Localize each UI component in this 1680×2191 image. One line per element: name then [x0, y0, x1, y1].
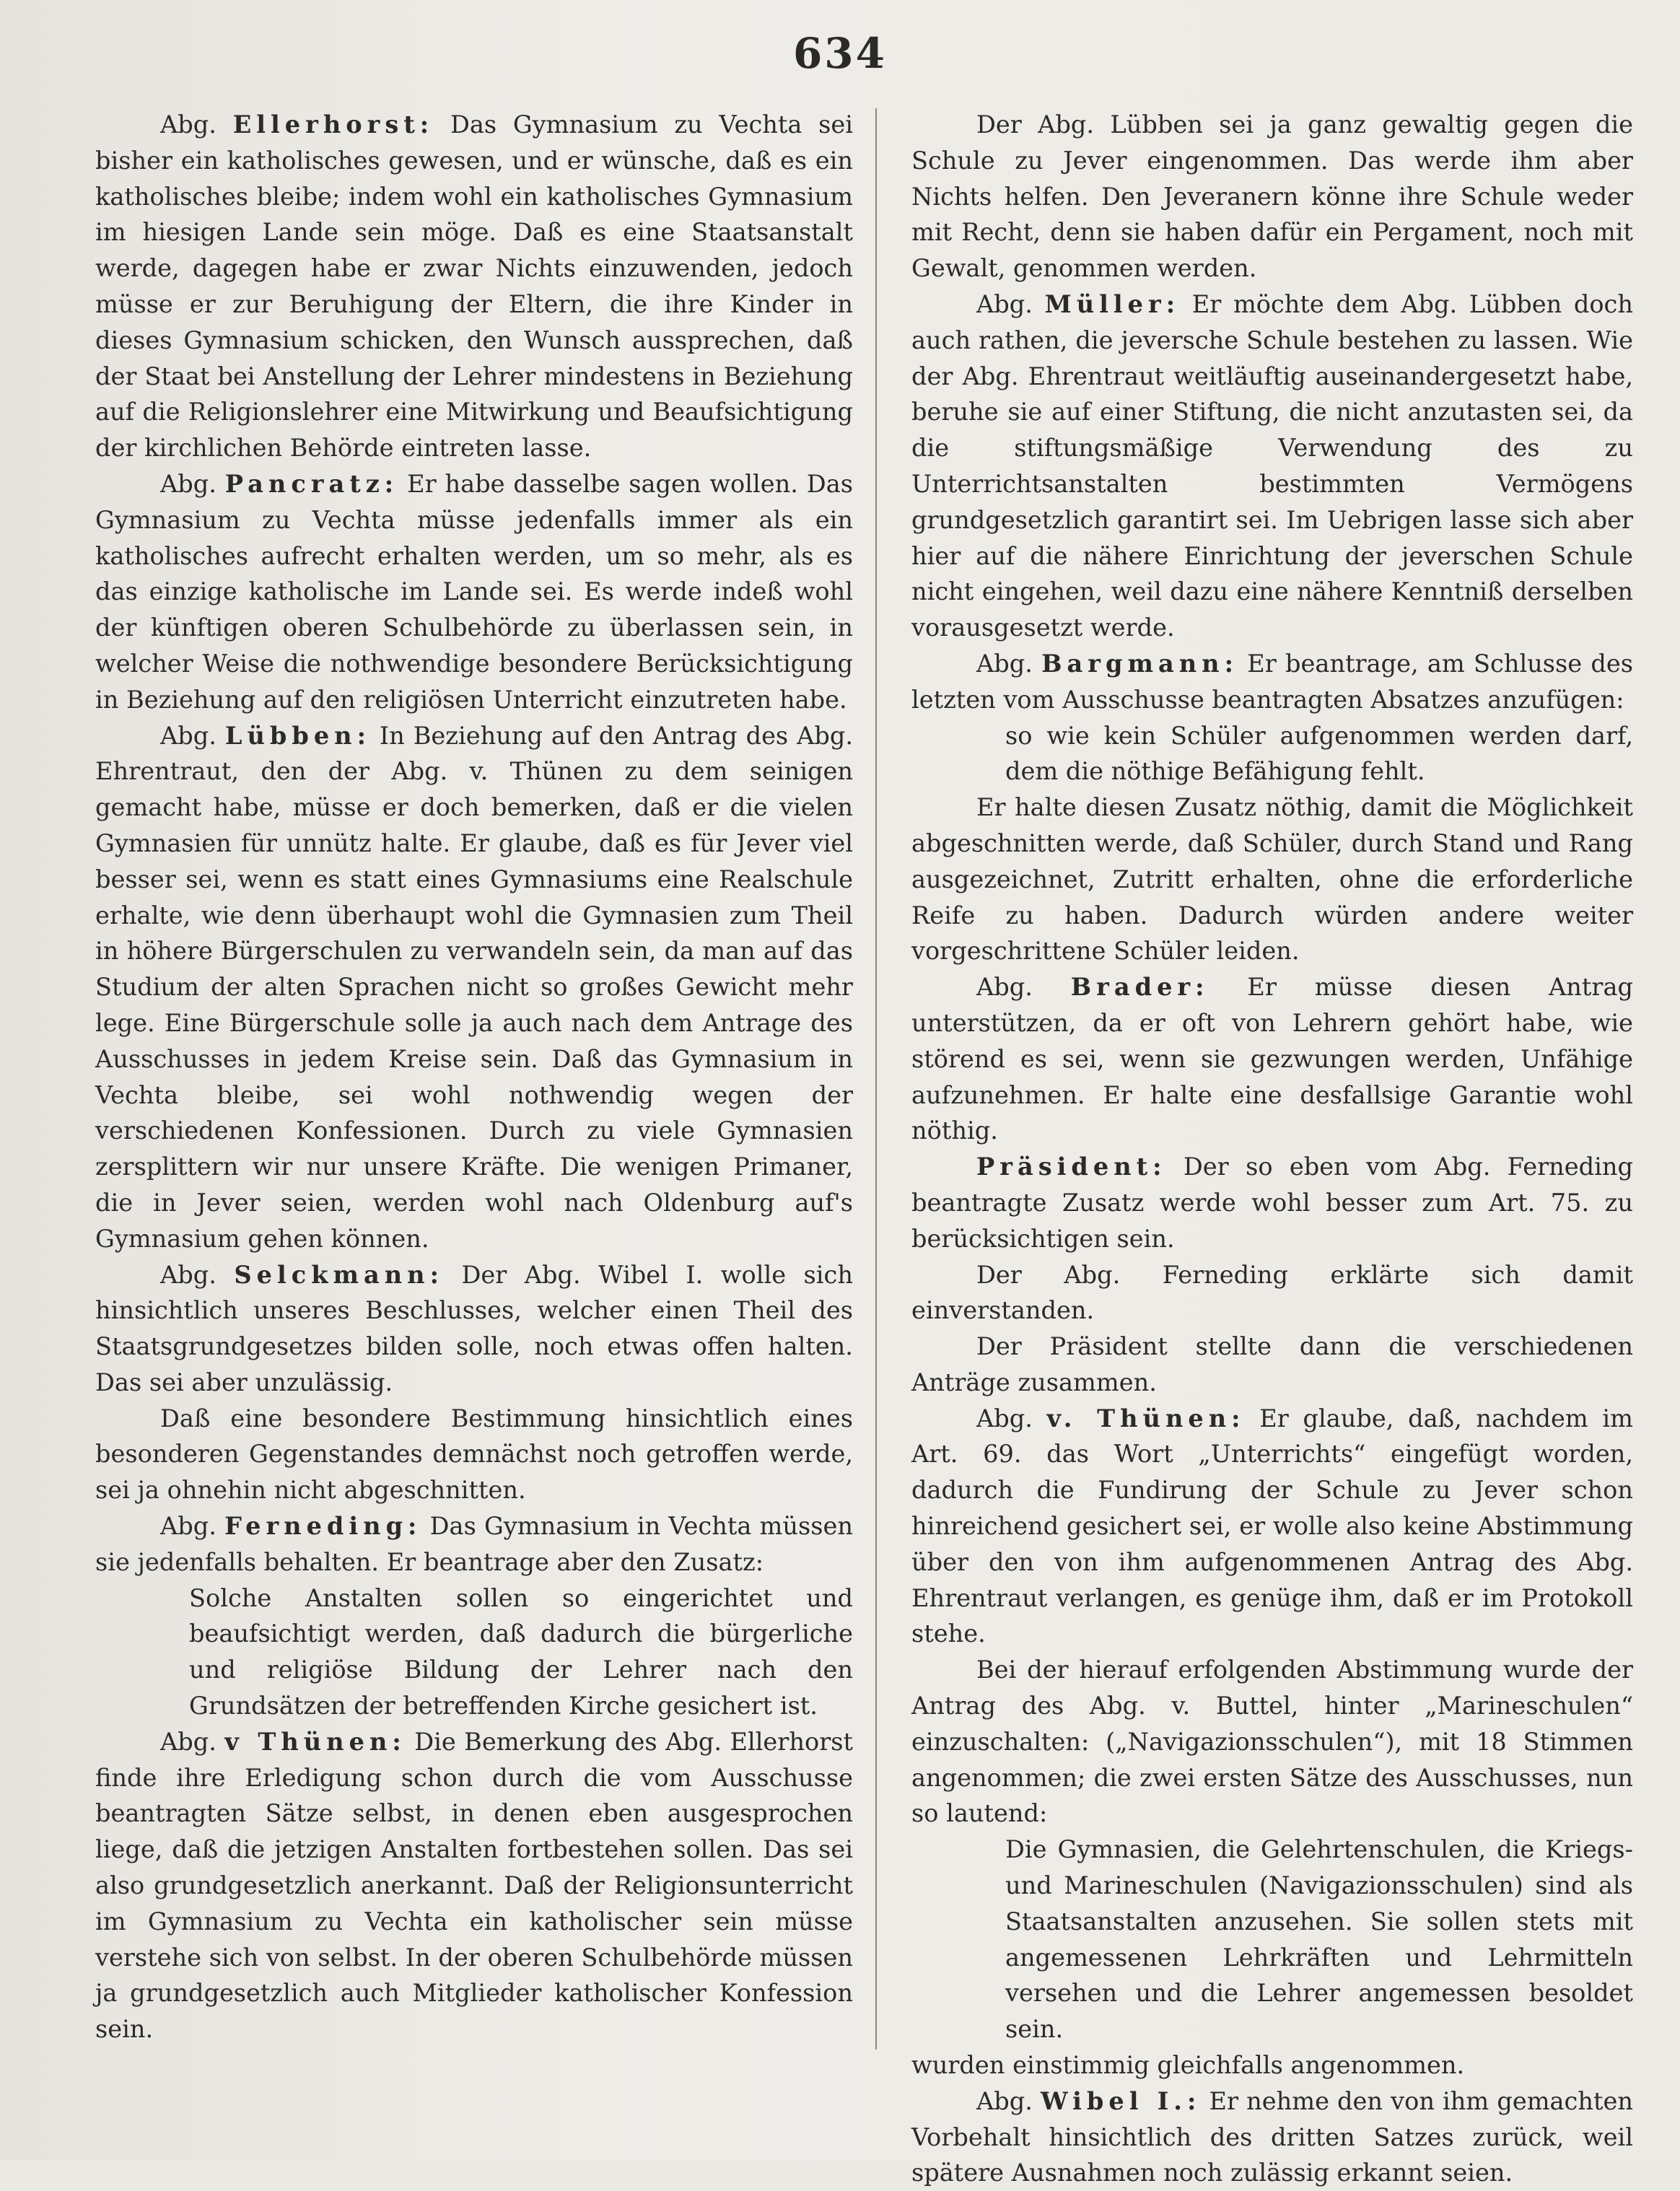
speech-paragraph [95, 1724, 853, 2047]
speaker-name: Müller: [1044, 289, 1181, 318]
right-column [911, 107, 1633, 2191]
speech-paragraph [911, 1401, 1633, 1653]
page-number: 634 [792, 29, 888, 78]
speech-text: Er nehme den von ihm gemachten Vorbehalt hinsichtlich des dritten Satzes zurück, weil spätere Ausnahmen noch zulässig erkannt seien. [911, 2086, 1633, 2187]
speaker-name: Präsident: [976, 1152, 1167, 1181]
speech-text: Das Gymnasium in Vechta müssen sie jedenfalls behalten. Er beantrage aber den Zusatz: [95, 1512, 853, 1576]
speech-text: Er habe dasselbe sagen wollen. Das Gymnasium zu Vechta müsse jedenfalls immer als ein katholisches aufrecht erhalten werden, um so mehr, als es das einzige katholische im Lande sei. Es werde indeß wohl der künftigen oberen Schulbehörde zu überlassen sein, in welcher Weise die nothwendige besondere Berücksichtigung in Beziehung auf den religiösen Unterricht einzutreten habe. [95, 469, 853, 714]
quoted-motion: so wie kein Schüler aufgenommen werden darf, dem die nöthige Befähigung fehlt. [1005, 721, 1633, 786]
speaker-name: Ferneding: [224, 1511, 422, 1541]
speaker-prefix: Abg. [976, 973, 1033, 1002]
left-column [95, 107, 853, 2047]
speech-paragraph [911, 646, 1633, 718]
speech-text: In Beziehung auf den Antrag des Abg. Ehrentraut, den der Abg. v. Thünen zu dem seinigen gemacht habe, müsse er doch bemerken, daß er die vielen Gymnasien für unnütz halte. Er glaube, daß es für Jever viel besser sei, wenn es statt eines Gymnasiums eine Realschule erhalte, wie denn überhaupt wohl die Gymnasien zum Theil in höhere Bürgerschulen zu verwandeln sein, da man auf das Studium der alten Sprachen nicht so großes Gewicht mehr lege. Eine Bürgerschule solle ja auch nach dem Antrage des Ausschusses in jedem Kreise sein. Daß das Gymnasium in Vechta bleibe, sei wohl nothwendig wegen der verschiedenen Konfessionen. Durch zu viele Gymnasien zersplittern wir nur unsere Kräfte. Die wenigen Primaner, die in Jever seien, werden wohl nach Oldenburg auf's Gymnasium gehen können. [95, 721, 853, 1253]
speech-paragraph [95, 1257, 853, 1401]
speech-text: Der Abg. Wibel I. wolle sich hinsichtlich unseres Beschlusses, welcher einen Theil des Staatsgrundgesetzes bilden solle, noch etwas offen halten. Das sei aber unzulässig. [95, 1260, 853, 1396]
speech-text: Der so eben vom Abg. Ferneding beantragte Zusatz werde wohl besser zum Art. 75. zu berücksichtigen sein. [911, 1153, 1633, 1253]
speaker-name: Lübben: [224, 720, 371, 750]
speaker-prefix: Abg. [160, 469, 216, 498]
speaker-name: Bargmann: [1041, 648, 1238, 678]
speech-text: Er beantrage, am Schlusse des letzten vom Ausschusse beantragten Absatzes anzufügen: [911, 649, 1633, 714]
speech-paragraph [911, 1149, 1633, 1256]
speech-text: Das Gymnasium zu Vechta sei bisher ein katholisches gewesen, und er wünsche, daß es ein katholisches bleibe; indem wohl ein katholisches Gymnasium im hiesigen Lande sein möge. Daß es eine Staatsanstalt werde, dagegen habe er zwar Nichts einzuwenden, jedoch müsse er zur Beruhigung der Eltern, die ihre Kinder in dieses Gymnasium schicken, den Wunsch aussprechen, daß der Staat bei Anstellung der Lehrer mindestens in Beziehung auf die Religionslehrer eine Mitwirkung und Beaufsichtigung der kirchlichen Behörde eintreten lasse. [95, 110, 853, 463]
speech-text: Er glaube, daß, nachdem im Art. 69. das Wort „Unterrichts“ eingefügt worden, dadurch die Fundirung der Schule zu Jever schon hinreichend gesichert sei, er wolle also keine Abstimmung über den von ihm aufgenommenen Antrag des Abg. Ehrentraut verlangen, es genüge ihm, daß er im Protokoll stehe. [911, 1404, 1633, 1648]
speech-paragraph [95, 466, 853, 718]
quoted-motion: Solche Anstalten sollen so eingerichtet und beaufsichtigt werden, daß dadurch die bürgerliche und religiöse Bildung der Lehrer nach den Grundsätzen der betreffenden Kirche gesichert ist. [189, 1583, 853, 1720]
speaker-name: Brader: [1070, 972, 1209, 1002]
speech-text: Er möchte dem Abg. Lübben doch auch rathen, die jeversche Schule bestehen zu lassen. Wie der Abg. Ehrentraut weitläuftig auseinandergesetzt habe, beruhe sie auf einer Stiftung, die nicht anzutasten sei, da die stiftungsmäßige Verwendung des zu Unterrichtsanstalten bestimmten Vermögens grundgesetzlich garantirt sei. Im Uebrigen lasse sich aber hier auf die nähere Einrichtung der jeverschen Schule nicht eingehen, weil dazu eine nähere Kenntniß derselben vorausgesetzt werde. [911, 289, 1633, 642]
speaker-prefix: Abg. [976, 1404, 1033, 1433]
speaker-name: Pancratz: [224, 468, 399, 498]
speaker-name: v Thünen: [224, 1726, 406, 1756]
speech-paragraph [95, 1508, 853, 1580]
speaker-name: Selckmann: [234, 1259, 444, 1289]
speaker-prefix: Abg. [160, 721, 216, 750]
paragraph: Der Abg. Ferneding erklärte sich damit einverstanden. [911, 1260, 1633, 1325]
speaker-name: v. Thünen: [1046, 1403, 1246, 1433]
paragraph: Bei der hierauf erfolgenden Abstimmung wurde der Antrag des Abg. v. Buttel, hinter „Marineschulen“ einzuschalten: („Navigazionsschulen“), mit 18 Stimmen angenommen; die zwei ersten Sätze des Ausschusses, nun so lautend: [911, 1656, 1633, 1828]
speech-paragraph [911, 287, 1633, 646]
paragraph: Der Präsident stellte dann die verschiedenen Anträge zusammen. [911, 1332, 1633, 1396]
speech-paragraph [95, 107, 853, 466]
speech-paragraph [911, 969, 1633, 1149]
speaker-prefix: Abg. [160, 110, 216, 139]
continuation-text: wurden einstimmig gleichfalls angenommen. [911, 2051, 1465, 2080]
speaker-prefix: Abg. [976, 2086, 1033, 2115]
speaker-prefix: Abg. [976, 649, 1033, 678]
speaker-prefix: Abg. [160, 1260, 216, 1289]
speaker-prefix: Abg. [160, 1727, 216, 1756]
speech-paragraph [911, 2083, 1633, 2191]
speech-text: Er müsse diesen Antrag unterstützen, da er oft von Lehrern gehört habe, wie störend es sei, wenn sie gezwungen werden, Unfähige aufzunehmen. Er halte eine desfallsige Garantie wohl nöthig. [911, 973, 1633, 1145]
column-divider [875, 108, 877, 2050]
quoted-motion: Die Gymnasien, die Gelehrtenschulen, die Kriegs- und Marineschulen (Navigazionsschulen) sind als Staatsanstalten anzusehen. Sie sollen stets mit angemessenen Lehrkräften und Lehrmitteln versehen und die Lehrer angemessen besoldet sein. [1005, 1835, 1633, 2044]
speaker-prefix: Abg. [160, 1512, 216, 1541]
speaker-name: Ellerhorst: [232, 110, 434, 139]
paragraph: Daß eine besondere Bestimmung hinsichtlich eines besonderen Gegenstandes demnächst noch getroffen werde, sei ja ohnehin nicht abgeschnitten. [95, 1404, 853, 1505]
speaker-prefix: Abg. [976, 289, 1033, 318]
speech-paragraph [95, 718, 853, 1257]
paragraph: Er halte diesen Zusatz nöthig, damit die Möglichkeit abgeschnitten werde, daß Schüler, durch Stand und Rang ausgezeichnet, Zutritt erhalten, ohne die erforderliche Reife zu haben. Dadurch würden andere weiter vorgeschrittene Schüler leiden. [911, 793, 1633, 966]
paragraph: Der Abg. Lübben sei ja ganz gewaltig gegen die Schule zu Jever eingenommen. Das werde ihm aber Nichts helfen. Den Jeveranern könne ihre Schule weder mit Recht, denn sie haben dafür ein Pergament, noch mit Gewalt, genommen werden. [911, 110, 1633, 283]
speaker-name: Wibel I.: [1041, 2086, 1202, 2115]
speech-text: Die Bemerkung des Abg. Ellerhorst finde ihre Erledigung schon durch die vom Ausschusse beantragten Sätze selbst, in denen eben ausgesprochen liege, daß die jetzigen Anstalten fortbestehen sollen. Das sei also grundgesetzlich anerkannt. Daß der Religionsunterricht im Gymnasium zu Vechta ein katholischer sein müsse verstehe sich von selbst. In der oberen Schulbehörde müssen ja grundgesetzlich auch Mitglieder katholischer Konfession sein. [95, 1727, 853, 2044]
